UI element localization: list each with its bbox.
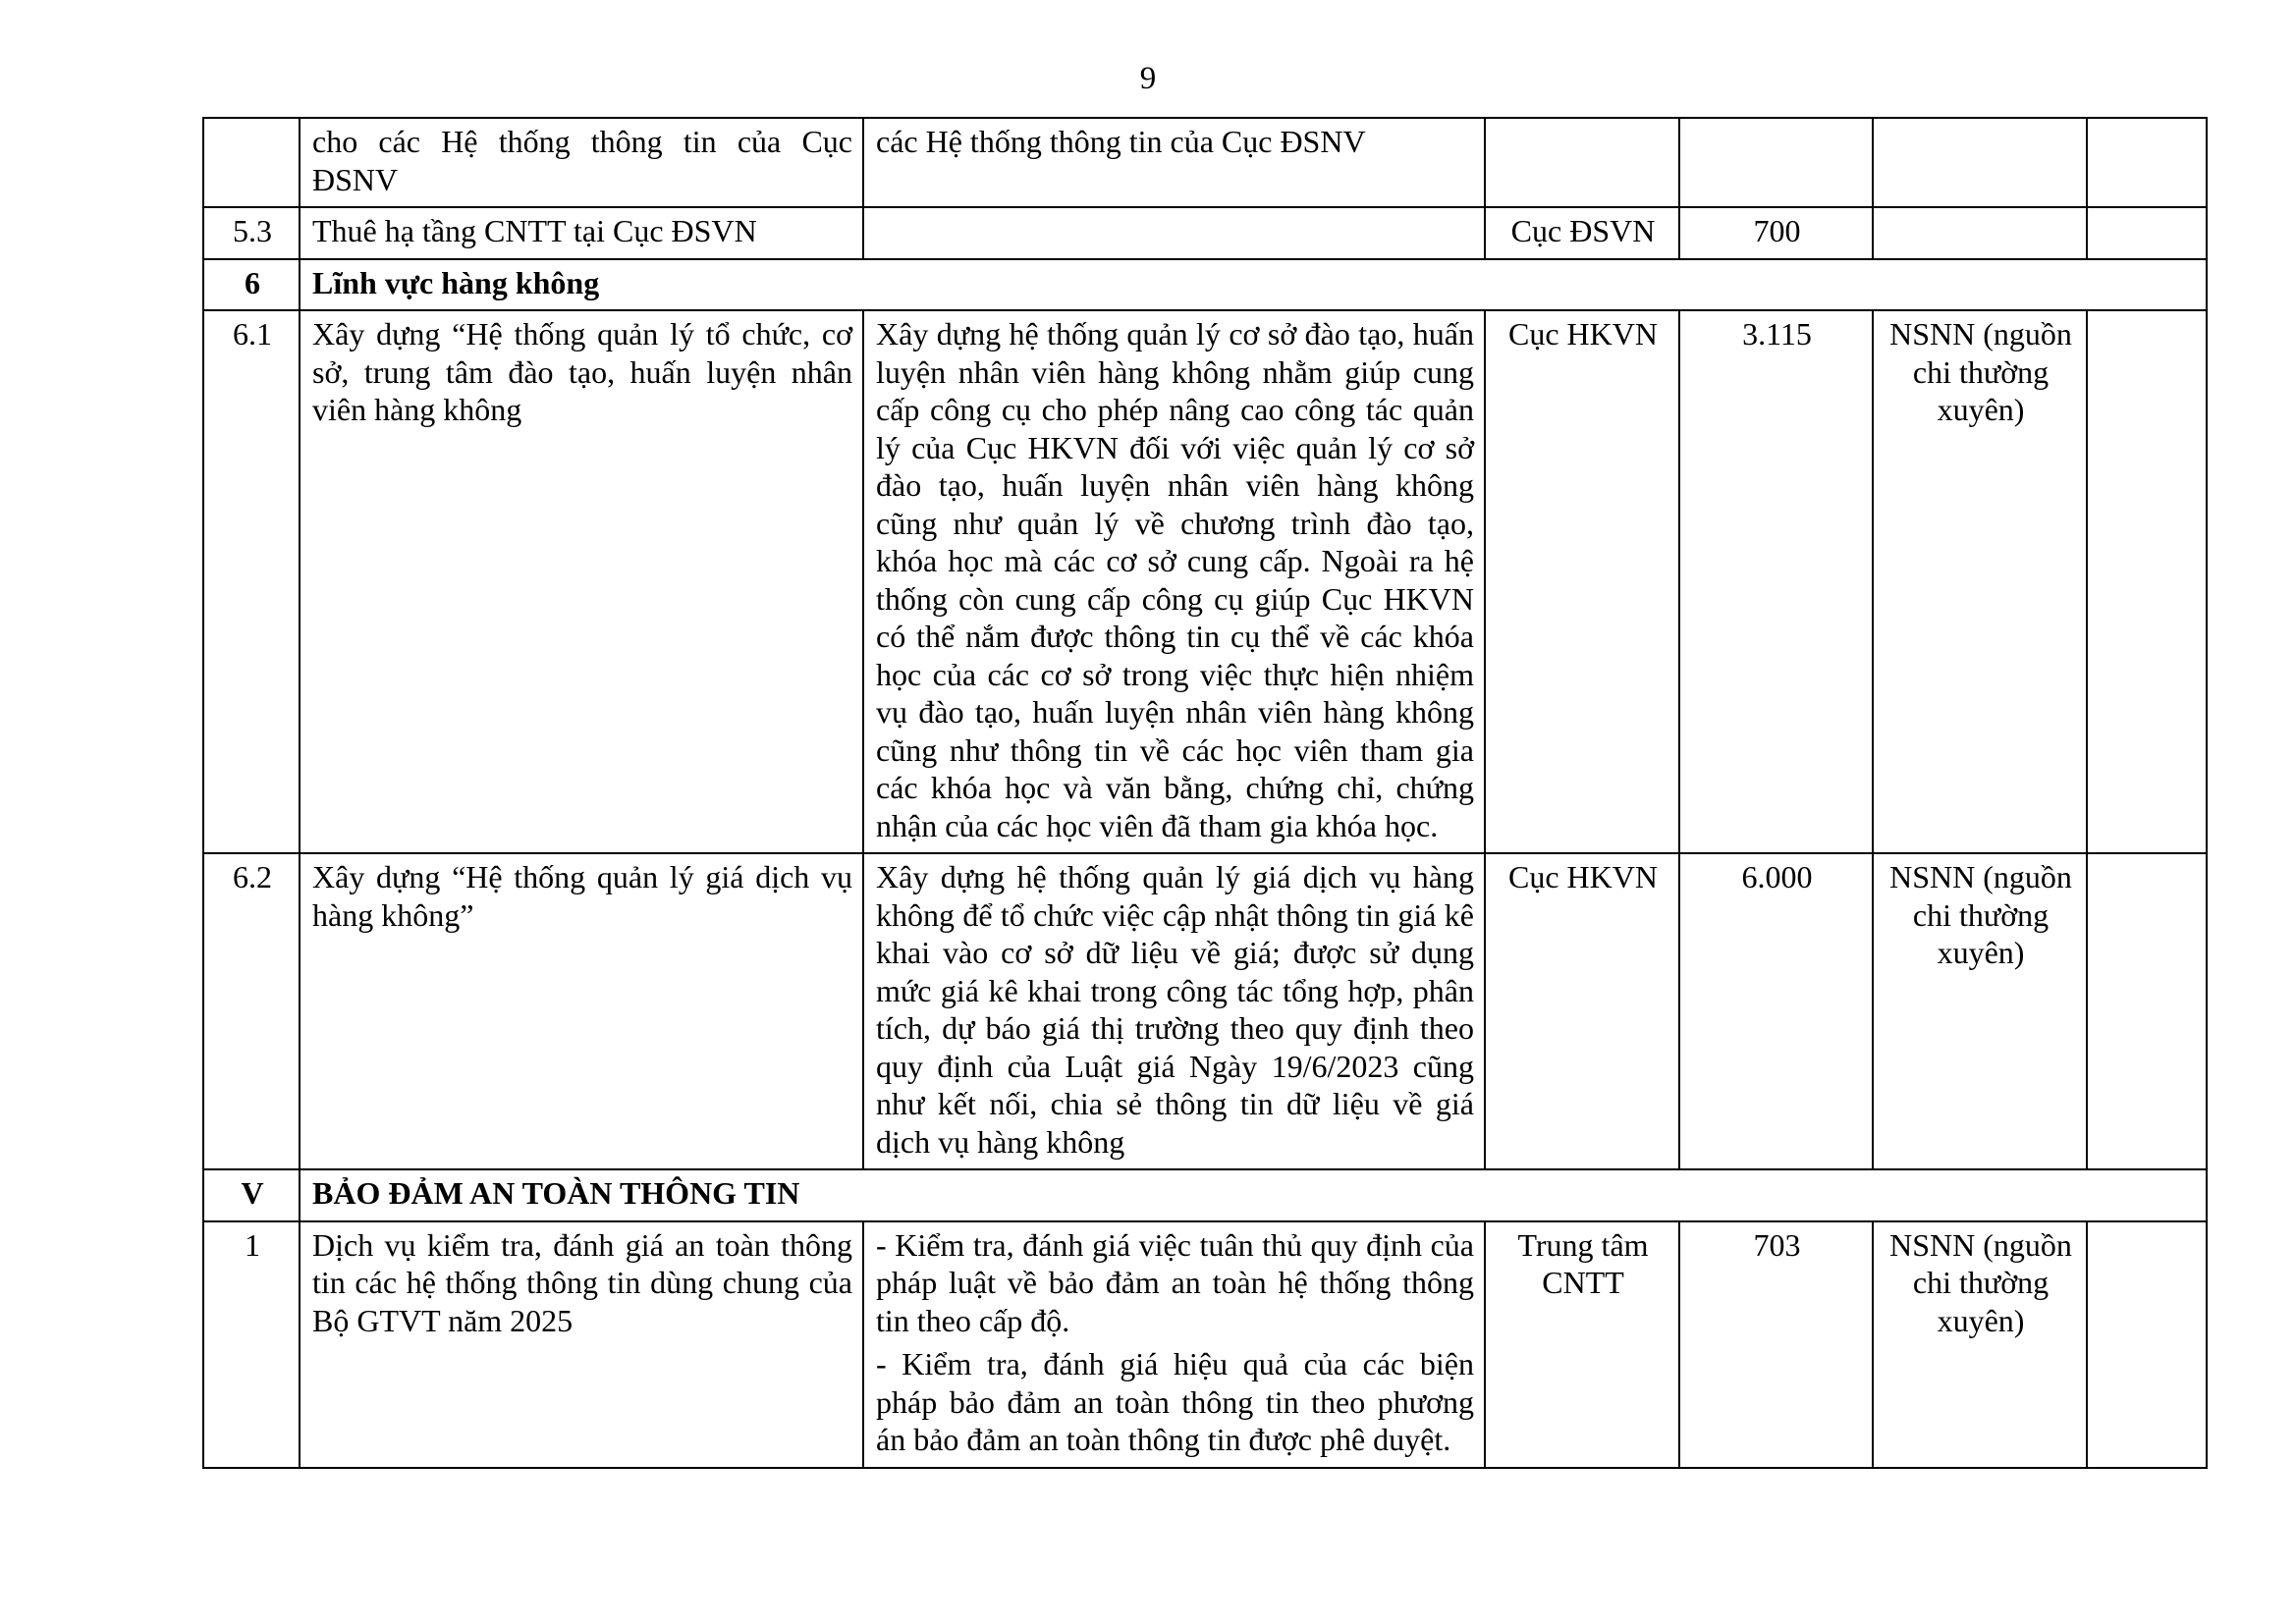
table-body [203,118,2207,1468]
task-description [863,118,1485,207]
row-number: 1 [203,1221,300,1468]
task-name: Xây dựng “Hệ thống quản lý giá dịch vụ hàng không” [300,853,863,1169]
funding-source: NSNN (nguồn chi thường xuyên) [1873,310,2087,853]
note-cell [2087,310,2207,853]
funding-source: NSNN (nguồn chi thường xuyên) [1873,853,2087,1169]
note-cell [2087,1221,2207,1468]
description-paragraph: các Hệ thống thông tin của Cục ĐSNV [876,124,1366,159]
row-number: 5.3 [203,207,300,259]
note-cell [2087,207,2207,259]
funding-source: NSNN (nguồn chi thường xuyên) [1873,1221,2087,1468]
responsible-unit: Trung tâm CNTT [1485,1221,1679,1468]
row-number: 6.1 [203,310,300,853]
note-cell [2087,118,2207,207]
section-title: Lĩnh vực hàng không [300,259,2207,311]
section-title: BẢO ĐẢM AN TOÀN THÔNG TIN [300,1169,2207,1221]
section-number: 6 [203,259,300,311]
table-row [203,853,2207,1169]
description-paragraph: Xây dựng hệ thống quản lý cơ sở đào tạo, huấn luyện nhân viên hàng không nhằm giúp cung cấp công cụ cho phép nâng cao công tác quản lý của Cục HKVN đối với việc quản lý cơ sở đào tạo, huấn luyện nhân viên hàng không cũng như quản lý về chương trình đào tạo, khóa học mà các cơ sở cung cấp. Ngoài ra hệ thống còn cung cấp công cụ giúp Cục HKVN có thể nắm được thông tin cụ thể về các khóa học của các cơ sở trong việc thực hiện nhiệm vụ đào tạo, huấn luyện nhân viên hàng không cũng như thông tin về các học viên tham gia các khóa học và văn bằng, chứng chỉ, chứng nhận của các học viên đã tham gia khóa học. [876,316,1474,843]
cost-value [1679,118,1873,207]
task-description [863,310,1485,853]
responsible-unit: Cục HKVN [1485,853,1679,1169]
note-cell [2087,853,2207,1169]
task-name: Thuê hạ tầng CNTT tại Cục ĐSVN [300,207,863,259]
task-name: Xây dựng “Hệ thống quản lý tổ chức, cơ sở, trung tâm đào tạo, huấn luyện nhân viên hàng không [300,310,863,853]
table-row [203,118,2207,207]
section-row [203,1169,2207,1221]
task-name: cho các Hệ thống thông tin của Cục ĐSNV [300,118,863,207]
task-name: Dịch vụ kiểm tra, đánh giá an toàn thông tin các hệ thống thông tin dùng chung của Bộ GTVT năm 2025 [300,1221,863,1468]
plan-table [202,117,2208,1469]
description-paragraph: - Kiểm tra, đánh giá việc tuân thủ quy định của pháp luật về bảo đảm an toàn hệ thống thông tin theo cấp độ. [876,1226,1474,1338]
section-row [203,259,2207,311]
table-row [203,207,2207,259]
section-number: V [203,1169,300,1221]
table-row [203,310,2207,853]
task-description [863,207,1485,259]
description-paragraph: Xây dựng hệ thống quản lý giá dịch vụ hàng không để tổ chức việc cập nhật thông tin giá kê khai vào cơ sở dữ liệu về giá; được sử dụng mức giá kê khai trong công tác tổng hợp, phân tích, dự báo giá thị trường theo quy định theo quy định của Luật giá Ngày 19/6/2023 cũng như kết nối, chia sẻ thông tin dữ liệu về giá dịch vụ hàng không [876,859,1474,1160]
cost-value: 700 [1679,207,1873,259]
responsible-unit: Cục HKVN [1485,310,1679,853]
row-number [203,118,300,207]
task-description [863,853,1485,1169]
cost-value: 3.115 [1679,310,1873,853]
funding-source [1873,118,2087,207]
cost-value: 6.000 [1679,853,1873,1169]
cost-value: 703 [1679,1221,1873,1468]
responsible-unit: Cục ĐSVN [1485,207,1679,259]
table-row [203,1221,2207,1468]
funding-source [1873,207,2087,259]
row-number: 6.2 [203,853,300,1169]
responsible-unit [1485,118,1679,207]
description-paragraph: - Kiểm tra, đánh giá hiệu quả của các biện pháp bảo đảm an toàn thông tin theo phương án bảo đảm an toàn thông tin được phê duyệt. [876,1346,1474,1457]
task-description [863,1221,1485,1468]
page-number: 9 [1139,61,1157,96]
